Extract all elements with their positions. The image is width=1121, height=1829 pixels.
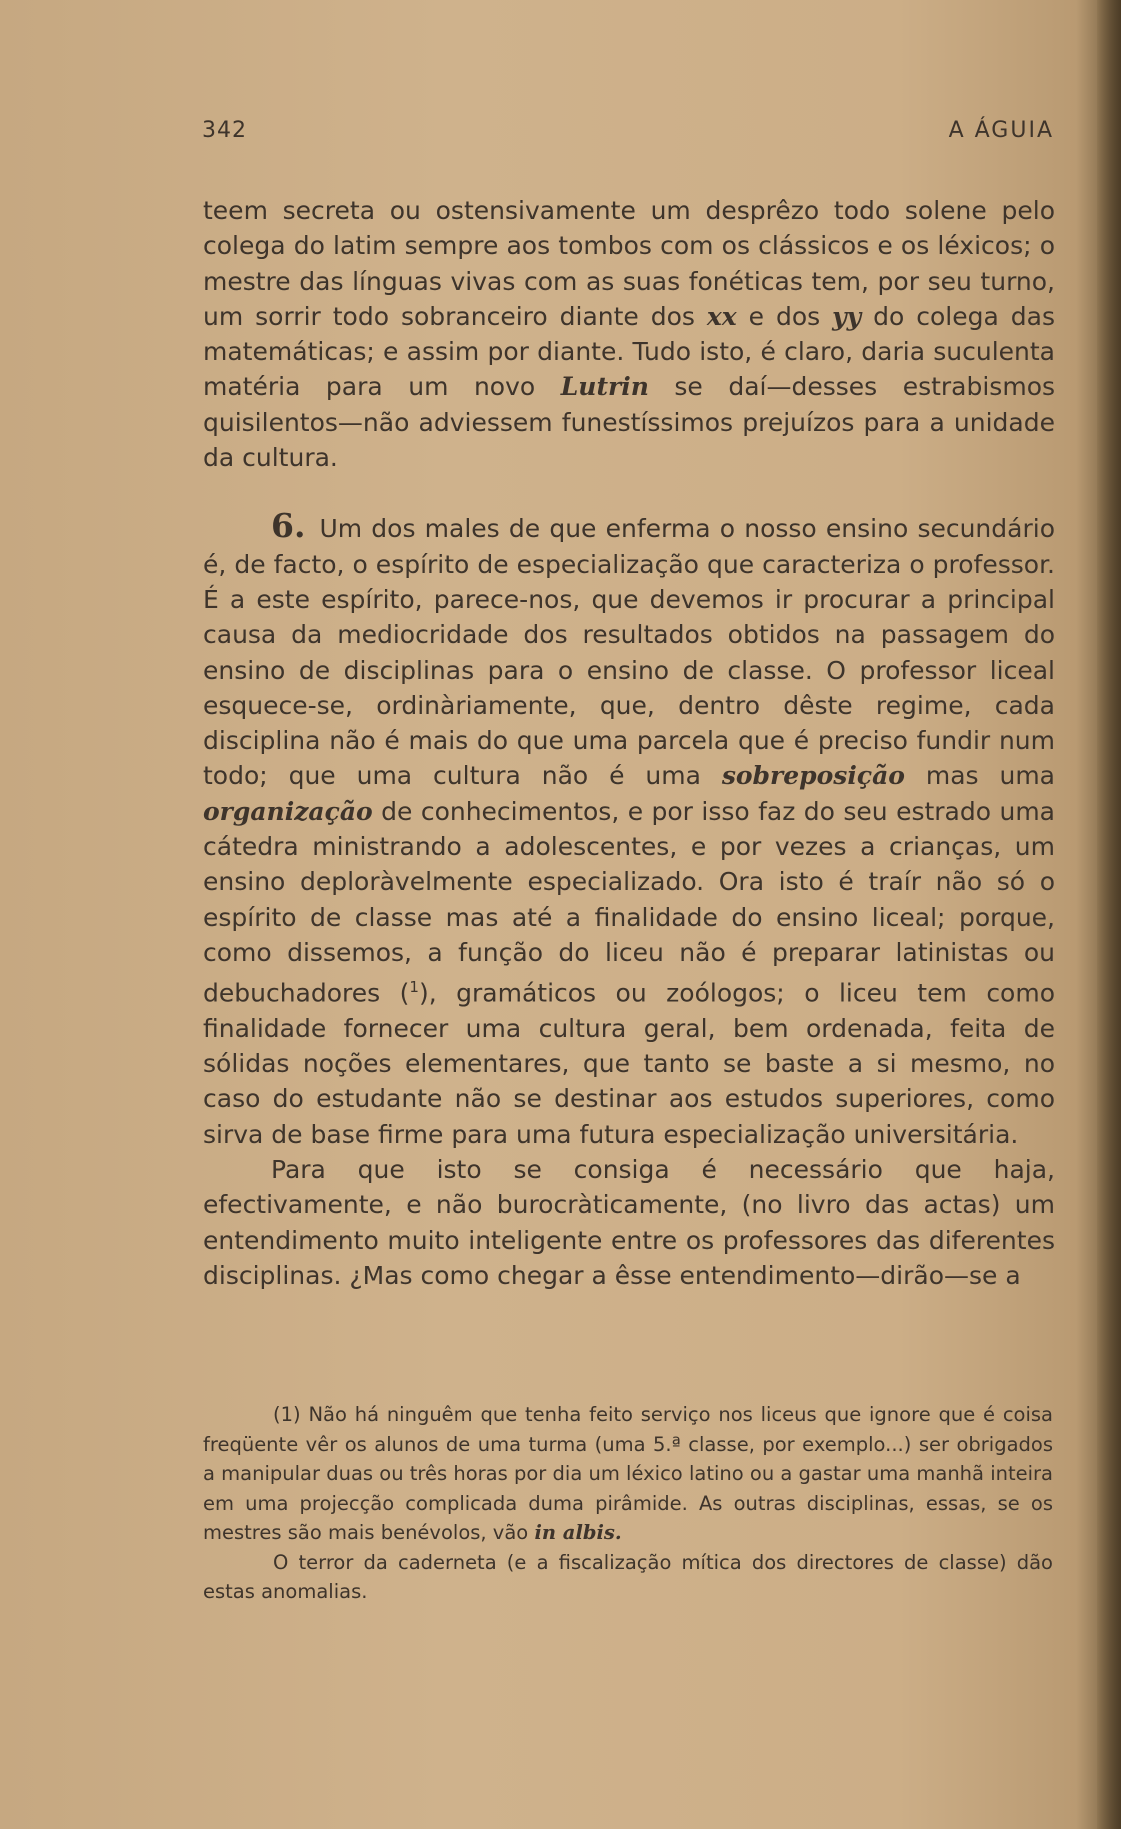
paragraph-continuation [203,193,1055,475]
p2-text-1: Um dos males de que enferma o nosso ensino secundário é, de facto, o espírito de especialização que caracteriza o professor. É a este espírito, parece-nos, que devemos ir procurar a principal causa da mediocridade dos resultados obtidos na passagem do ensino de disciplinas para o ensino de classe. O professor liceal esquece-se, ordinàriamente, que, dentro dêste regime, cada disciplina não é mais do que uma parcela que é preciso fundir num todo; que uma cultura não é uma [203,514,1055,791]
footnote-marker: (1) [273,1403,301,1426]
footnote-1 [203,1400,1053,1548]
footnote-reference: 1 [409,978,419,997]
p2-italic-sobreposicao: sobreposição [721,761,905,791]
p1-text-1: teem secreta ou ostensivamente um desprêzo todo solene pelo colega do latim sempre aos tombos com os clássicos e os léxicos; o mestre das línguas vivas com as suas fonéticas tem, por seu turno, um sorrir todo sobranceiro diante dos [203,196,1055,331]
main-text [203,193,1055,1293]
paragraph-3: Para que isto se consiga é necessário que haja, efectivamente, e não burocràticamente, (no livro das actas) um entendimento muito inteligente entre os professores das diferentes disciplinas. ¿Mas como chegar a êsse entendimento—dirão—se a [203,1155,1055,1290]
p1-text-3: do colega das matemáticas; e assim por diante. Tudo isto, é claro, daria suculenta matéria para um novo [203,301,1055,402]
p1-italic-lutrin: Lutrin [560,372,649,402]
paragraph-section-6 [203,508,1055,1152]
p2-text-4: ), gramáticos ou zoólogos; o liceu tem como finalidade fornecer uma cultura geral, bem ordenada, feita de sólidas noções elementares, que tanto se baste a si mesmo, no caso do estudante não se destinar aos estudos superiores, como sirva de base firme para uma futura especialização universitária. [203,978,1056,1149]
footnotes [203,1400,1053,1607]
p2-text-2: mas uma [904,761,1055,791]
p1-italic-yy: yy [832,301,862,331]
page-number: 342 [202,118,247,143]
p1-italic-xx: xx [706,301,737,331]
p1-text-2: e dos [736,301,833,331]
footnote-1-continued: O terror da caderneta (e a fiscalização mítica dos directores de classe) dão estas anomalias. [203,1550,1053,1603]
running-title: A ÁGUIA [948,118,1054,143]
p2-italic-organizacao: organização [203,796,373,826]
p1-text-4: se daí—desses estrabismos quisilentos—não adviessem funestíssimos prejuízos para a unidade da cultura. [203,372,1056,473]
page-edge [1097,0,1121,1829]
section-number: 6. [271,506,306,546]
p2-text-3: de conhecimentos, e por isso faz do seu estrado uma cátedra ministrando a adolescentes, e por vezes a crianças, um ensino deploràvelmente especializado. Ora isto é traír não só o espírito de classe mas até a finalidade do ensino liceal; porque, como dissemos, a função do liceu não é preparar latinistas ou debuchadores ( [203,796,1055,1008]
footnote-italic: in albis. [534,1521,622,1544]
footnote-text-1: Não há ninguêm que tenha feito serviço nos liceus que ignore que é coisa freqüente vêr os alunos de uma turma (uma 5.ª classe, por exemplo...) ser obrigados a manipular duas ou três horas por dia um léxico latino ou a gastar uma manhã inteira em uma projecção complicada duma pirâmide. As outras disciplinas, essas, se os mestres são mais benévolos, vão [203,1403,1053,1544]
